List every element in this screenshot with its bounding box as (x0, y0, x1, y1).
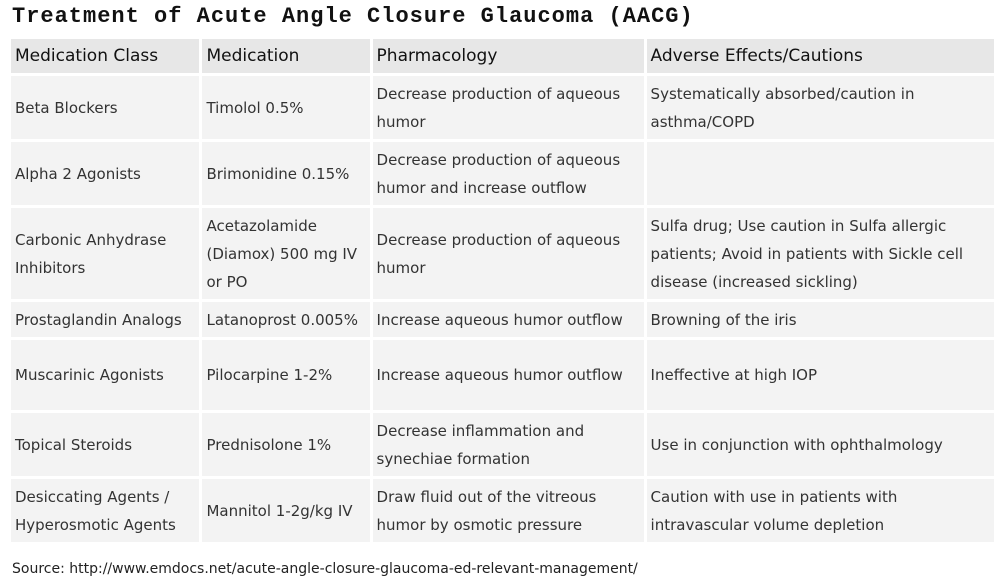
cell-medication: Acetazolamide (Diamox) 500 mg IV or PO (202, 208, 369, 299)
cell-pharmacology: Decrease production of aqueous humor (373, 76, 644, 139)
cell-adverse-effects (647, 142, 994, 205)
cell-pharmacology: Decrease inflammation and synechiae formation (373, 413, 644, 476)
header-adverse-effects: Adverse Effects/Cautions (647, 39, 994, 73)
header-medication: Medication (202, 39, 369, 73)
table-row (11, 413, 994, 476)
table-row (11, 142, 994, 205)
cell-medication-class: Beta Blockers (11, 76, 199, 139)
table-row (11, 76, 994, 139)
header-pharmacology: Pharmacology (373, 39, 644, 73)
cell-pharmacology: Increase aqueous humor outflow (373, 302, 644, 337)
cell-adverse-effects: Caution with use in patients with intravascular volume depletion (647, 479, 994, 542)
cell-adverse-effects: Ineffective at high IOP (647, 340, 994, 410)
cell-pharmacology: Increase aqueous humor outflow (373, 340, 644, 410)
cell-medication: Mannitol 1-2g/kg IV (202, 479, 369, 542)
source-citation: Source: http://www.emdocs.net/acute-angle-closure-glaucoma-ed-relevant-management/ (12, 561, 638, 577)
cell-medication: Brimonidine 0.15% (202, 142, 369, 205)
cell-medication: Pilocarpine 1-2% (202, 340, 369, 410)
cell-medication: Prednisolone 1% (202, 413, 369, 476)
table-row (11, 340, 994, 410)
cell-pharmacology: Decrease production of aqueous humor (373, 208, 644, 299)
cell-medication: Latanoprost 0.005% (202, 302, 369, 337)
treatment-table-container (8, 36, 997, 545)
page-title: Treatment of Acute Angle Closure Glaucoma (AACG) (12, 4, 694, 29)
cell-pharmacology: Draw fluid out of the vitreous humor by osmotic pressure (373, 479, 644, 542)
table-row (11, 302, 994, 337)
cell-medication-class: Carbonic Anhydrase Inhibitors (11, 208, 199, 299)
cell-medication-class: Desiccating Agents / Hyperosmotic Agents (11, 479, 199, 542)
cell-medication-class: Muscarinic Agonists (11, 340, 199, 410)
table-row (11, 208, 994, 299)
cell-adverse-effects: Use in conjunction with ophthalmology (647, 413, 994, 476)
table-header-row (11, 39, 994, 73)
cell-medication-class: Topical Steroids (11, 413, 199, 476)
table-row (11, 479, 994, 542)
cell-medication-class: Alpha 2 Agonists (11, 142, 199, 205)
cell-adverse-effects: Browning of the iris (647, 302, 994, 337)
treatment-table (8, 36, 997, 545)
header-medication-class: Medication Class (11, 39, 199, 73)
cell-pharmacology: Decrease production of aqueous humor and increase outflow (373, 142, 644, 205)
cell-adverse-effects: Sulfa drug; Use caution in Sulfa allergic patients; Avoid in patients with Sickle cell disease (increased sickling) (647, 208, 994, 299)
cell-medication: Timolol 0.5% (202, 76, 369, 139)
cell-medication-class: Prostaglandin Analogs (11, 302, 199, 337)
cell-adverse-effects: Systematically absorbed/caution in asthma/COPD (647, 76, 994, 139)
